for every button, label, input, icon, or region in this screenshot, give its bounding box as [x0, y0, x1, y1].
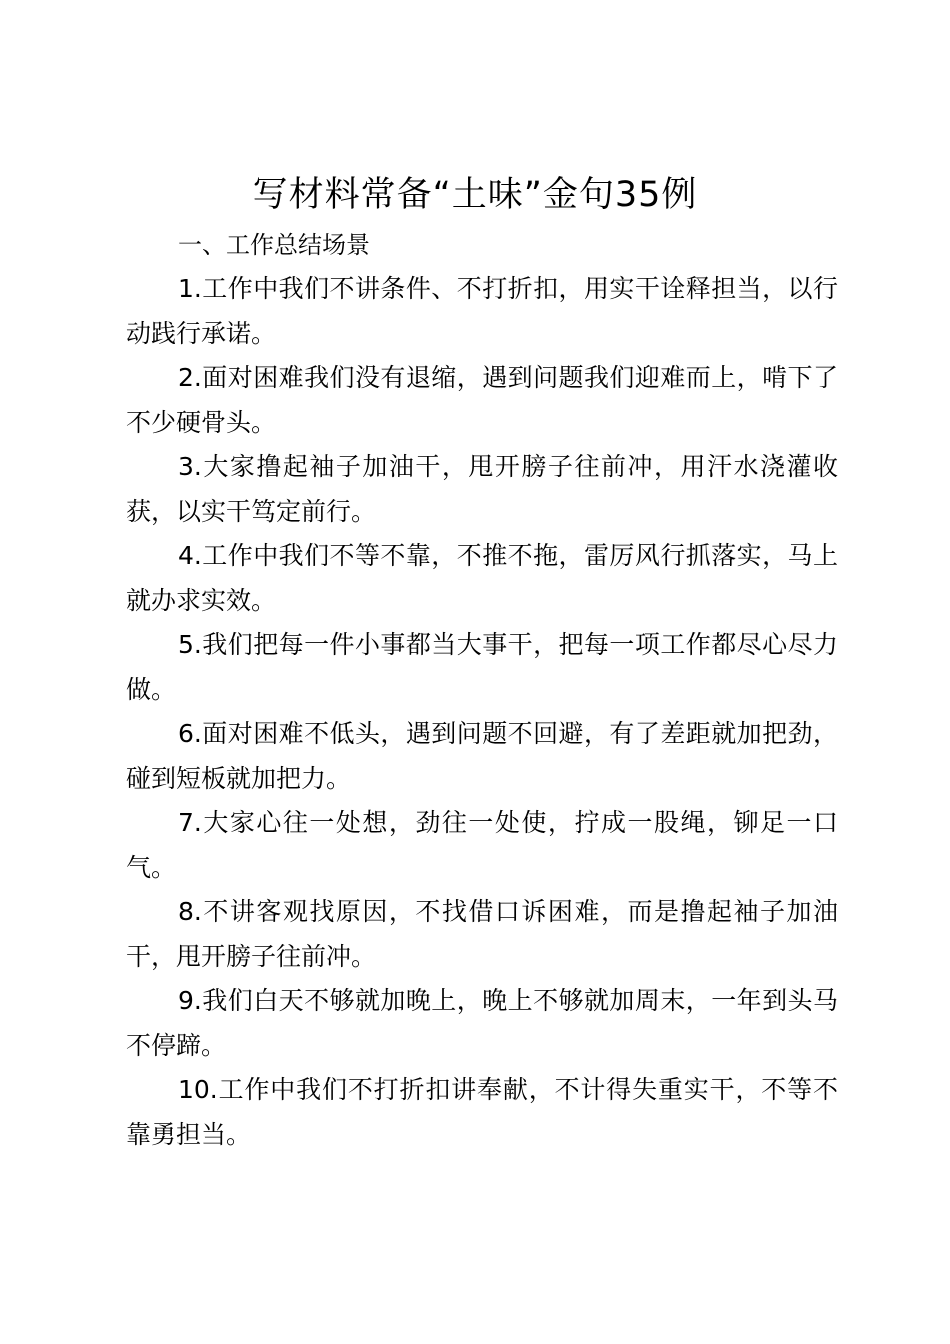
document-body	[126, 223, 838, 1157]
list-item: 3.大家撸起袖子加油干，甩开膀子往前冲，用汗水浇灌收获，以实干笃定前行。	[126, 452, 838, 526]
list-item: 9.我们白天不够就加晚上，晚上不够就加周末，一年到头马不停蹄。	[126, 986, 838, 1060]
list-item: 2.面对困难我们没有退缩，遇到问题我们迎难而上，啃下了不少硬骨头。	[126, 363, 838, 437]
section-heading: 一、工作总结场景	[178, 231, 370, 259]
list-item: 10.工作中我们不打折扣讲奉献，不计得失重实干，不等不靠勇担当。	[126, 1075, 838, 1149]
list-item: 4.工作中我们不等不靠，不推不拖，雷厉风行抓落实，马上就办求实效。	[126, 541, 838, 615]
list-item: 1.工作中我们不讲条件、不打折扣，用实干诠释担当，以行动践行承诺。	[126, 274, 838, 348]
list-item: 7.大家心往一处想，劲往一处使，拧成一股绳，铆足一口气。	[126, 808, 838, 882]
list-item: 5.我们把每一件小事都当大事干，把每一项工作都尽心尽力做。	[126, 630, 838, 704]
document-title: 写材料常备“土味”金句35例	[252, 175, 698, 215]
list-item: 6.面对困难不低头，遇到问题不回避，有了差距就加把劲，碰到短板就加把力。	[126, 719, 838, 793]
list-item: 8.不讲客观找原因，不找借口诉困难，而是撸起袖子加油干，甩开膀子往前冲。	[126, 897, 838, 971]
